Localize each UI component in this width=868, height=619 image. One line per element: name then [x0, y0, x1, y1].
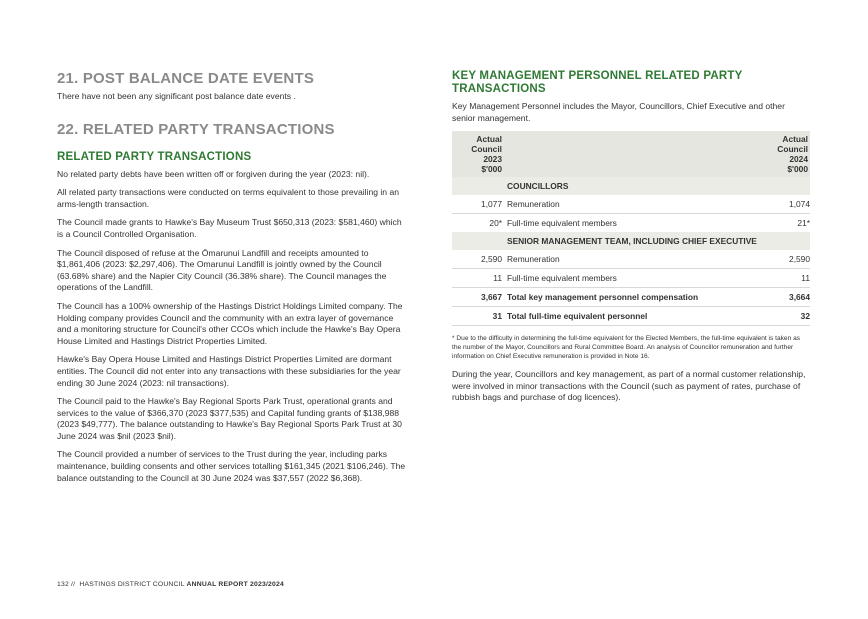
paragraph-5: The Council has a 100% ownership of the Hastings District Holdings Limited company. The Holding company provides Council and the community with an extra layer of governance and a monitoring structure for Council's other CCOs which include the Hawke's Bay Opera House Limited and Hastings District Properties Limited.: [57, 300, 403, 346]
footer-prefix: 132 // HASTINGS DISTRICT COUNCIL: [57, 581, 187, 588]
paragraph-2: All related party transactions were conducted on terms equivalent to those prevailing in an arms-length transaction.: [57, 187, 400, 209]
value-2023: 11: [452, 269, 507, 288]
value-2023: 2,590: [452, 250, 507, 269]
table-row: [452, 269, 810, 288]
table-row-total: [452, 307, 810, 326]
header-spacer: [507, 131, 766, 177]
section-label: SENIOR MANAGEMENT TEAM, INCLUDING CHIEF EXECUTIVE: [507, 232, 766, 250]
header-2023-line: Council: [471, 144, 502, 155]
row-label: Remuneration: [507, 250, 766, 269]
row-label: Total full-time equivalent personnel: [507, 307, 766, 326]
value-2024: 32: [766, 307, 810, 326]
page-footer: [57, 581, 284, 588]
key-management-heading: KEY MANAGEMENT PERSONNEL RELATED PARTY TRANSACTIONS: [452, 70, 743, 95]
row-label: Full-time equivalent members: [507, 218, 617, 229]
table-row: [452, 214, 810, 233]
section-row-senior-management: [452, 232, 810, 250]
header-2023-line: $'000: [481, 164, 502, 175]
header-2023: [452, 131, 507, 177]
value-2024: 3,664: [766, 288, 810, 307]
paragraph-1: No related party debts have been written off or forgiven during the year (2023: nil).: [57, 168, 370, 179]
key-management-table: [452, 131, 810, 326]
header-2024-line: $'000: [787, 164, 808, 175]
section-22-heading: 22. RELATED PARTY TRANSACTIONS: [57, 120, 335, 138]
footer-report-title: ANNUAL REPORT 2023/2024: [186, 581, 284, 588]
section-row-councillors: [452, 177, 810, 195]
value-2023: 1,077: [452, 195, 507, 214]
value-2023: 31: [452, 307, 507, 326]
value-2024: 21*: [797, 218, 810, 229]
key-management-intro: Key Management Personnel includes the Mayor, Councillors, Chief Executive and other senior management.: [452, 101, 785, 123]
section-21-heading: 21. POST BALANCE DATE EVENTS: [57, 70, 315, 87]
row-label: Full-time equivalent members: [507, 269, 766, 288]
row-label: Total key management personnel compensation: [507, 288, 766, 307]
paragraph-8: The Council provided a number of services to the Trust during the year, including parks maintenance, building consents and other services totalling $161,345 (2021 $106,246). The balance outstanding to the Council at 30 June 2024 was $37,557 (2022 $6,368).: [57, 449, 406, 483]
left-column: [57, 70, 409, 484]
table-row: [452, 195, 810, 214]
value-2024: 1,074: [766, 195, 810, 214]
header-2024-line: Council: [777, 144, 808, 155]
value-2024: 11: [766, 269, 810, 288]
header-2024-line: Actual: [782, 134, 808, 145]
header-2023-line: Actual: [476, 134, 502, 145]
table-footnote: * Due to the difficulty in determining the full-time equivalent for the Elected Members, the full-time equivalent is taken as the number of the Mayor, Councillors and Rural Committee Board. An analysis of Councillor remuneration and further information on Chief Executive remuneration is provided in Note 16.: [452, 335, 801, 361]
table-row: [452, 250, 810, 269]
header-2024: [766, 131, 810, 177]
right-column: [452, 70, 810, 404]
paragraph-3: The Council made grants to Hawke's Bay Museum Trust $650,313 (2023: $581,460) which is a Council Controlled Organisation.: [57, 217, 402, 239]
paragraph-7: The Council paid to the Hawke's Bay Regional Sports Park Trust, operational grants and services to the value of $366,370 (2023 $377,535) and Capital funding grants of $138,988 (2023 $49,777). The balance outstanding to Hawke's Bay Regional Sports Park Trust at 30 June 2024 was $nil (2023 $nil).: [57, 396, 402, 441]
paragraph-4: The Council disposed of refuse at the Ōmarunui Landfill and receipts amounted to $1,861,406 (2023: $2,297,406). The Omarunui Landfill is jointly owned by the Council (63.68% share) and the Napier City Council (36.38% share). The Council manages the operations of the Landfill.: [57, 247, 387, 293]
table-row-total: [452, 288, 810, 307]
paragraph-6: Hawke's Bay Opera House Limited and Hastings District Properties Limited are dormant entities. The Council did not enter into any transactions with these subsidiaries for the year ending 30 June 2024 (2023: nil transactions).: [57, 354, 401, 388]
table-header-row: [452, 131, 810, 177]
value-2024: 2,590: [766, 250, 810, 269]
related-party-subheading: RELATED PARTY TRANSACTIONS: [57, 150, 252, 163]
section-label: COUNCILLORS: [507, 177, 766, 195]
closing-paragraph: During the year, Councillors and key management, as part of a normal customer relationship, were involved in minor transactions with the Council (such as payment of rates, purchase of rubbish bags and purchase of dog licences).: [452, 369, 806, 403]
header-2024-line: 2024: [789, 154, 808, 165]
value-2023: 20*: [489, 218, 502, 229]
header-2023-line: 2023: [483, 154, 502, 165]
section-21-text: There have not been any significant post balance date events .: [57, 91, 296, 101]
value-2023: 3,667: [452, 288, 507, 307]
row-label: Remuneration: [507, 195, 766, 214]
